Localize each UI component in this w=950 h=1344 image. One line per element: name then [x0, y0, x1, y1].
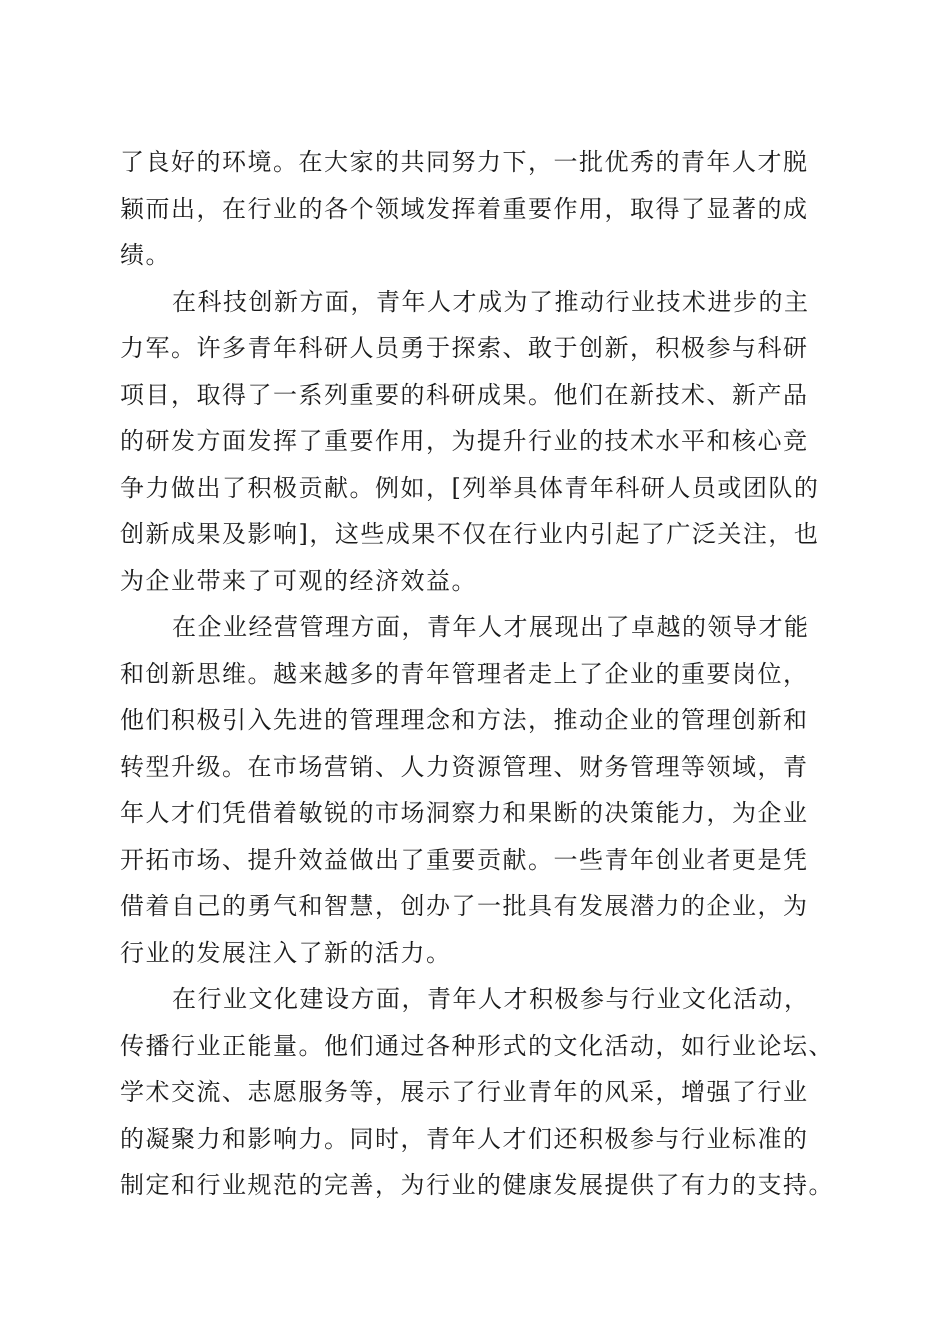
text-line: 为企业带来了可观的经济效益。 [120, 566, 477, 595]
text-line: 争力做出了积极贡献。例如，[列举具体青年科研人员或团队的 [120, 473, 820, 502]
text-line: 项目，取得了一系列重要的科研成果。他们在新技术、新产品 [120, 380, 809, 409]
text-line: 在科技创新方面，青年人才成为了推动行业技术进步的主 [172, 287, 810, 316]
paragraph-industry-culture [120, 976, 840, 1209]
text-line: 绩。 [120, 241, 171, 269]
text-line: 转型升级。在市场营销、人力资源管理、财务管理等领域，青 [120, 752, 809, 781]
text-line: 的凝聚力和影响力。同时，青年人才们还积极参与行业标准的 [120, 1124, 809, 1153]
text-line: 传播行业正能量。他们通过各种形式的文化活动，如行业论坛、 [120, 1031, 834, 1060]
text-line: 他们积极引入先进的管理理念和方法，推动企业的管理创新和 [120, 706, 809, 734]
text-line: 力军。许多青年科研人员勇于探索、敢于创新，积极参与科研 [120, 334, 809, 362]
text-line: 制定和行业规范的完善，为行业的健康发展提供了有力的支持。 [120, 1171, 834, 1199]
text-line: 年人才们凭借着敏锐的市场洞察力和果断的决策能力，为企业 [120, 799, 809, 827]
text-line: 行业的发展注入了新的活力。 [120, 938, 452, 967]
text-line: 的研发方面发挥了重要作用，为提升行业的技术水平和核心竞 [120, 427, 809, 455]
document-body [120, 139, 840, 1209]
paragraph-tech-innovation [120, 279, 840, 605]
text-line: 开拓市场、提升效益做出了重要贡献。一些青年创业者更是凭 [120, 845, 809, 874]
text-line: 和创新思维。越来越多的青年管理者走上了企业的重要岗位， [120, 659, 809, 688]
text-line: 颖而出，在行业的各个领域发挥着重要作用，取得了显著的成 [120, 194, 809, 223]
text-line: 学术交流、志愿服务等，展示了行业青年的风采，增强了行业 [120, 1078, 809, 1106]
text-line: 了良好的环境。在大家的共同努力下，一批优秀的青年人才脱 [120, 148, 809, 176]
text-line: 在行业文化建设方面，青年人才积极参与行业文化活动， [172, 985, 810, 1013]
paragraph-continuation [120, 139, 840, 279]
text-line: 在企业经营管理方面，青年人才展现出了卓越的领导才能 [172, 613, 810, 641]
text-line: 借着自己的勇气和智慧，创办了一批具有发展潜力的企业，为 [120, 892, 809, 920]
paragraph-business-management [120, 604, 840, 976]
text-line: 创新成果及影响]，这些成果不仅在行业内引起了广泛关注，也 [120, 520, 820, 548]
